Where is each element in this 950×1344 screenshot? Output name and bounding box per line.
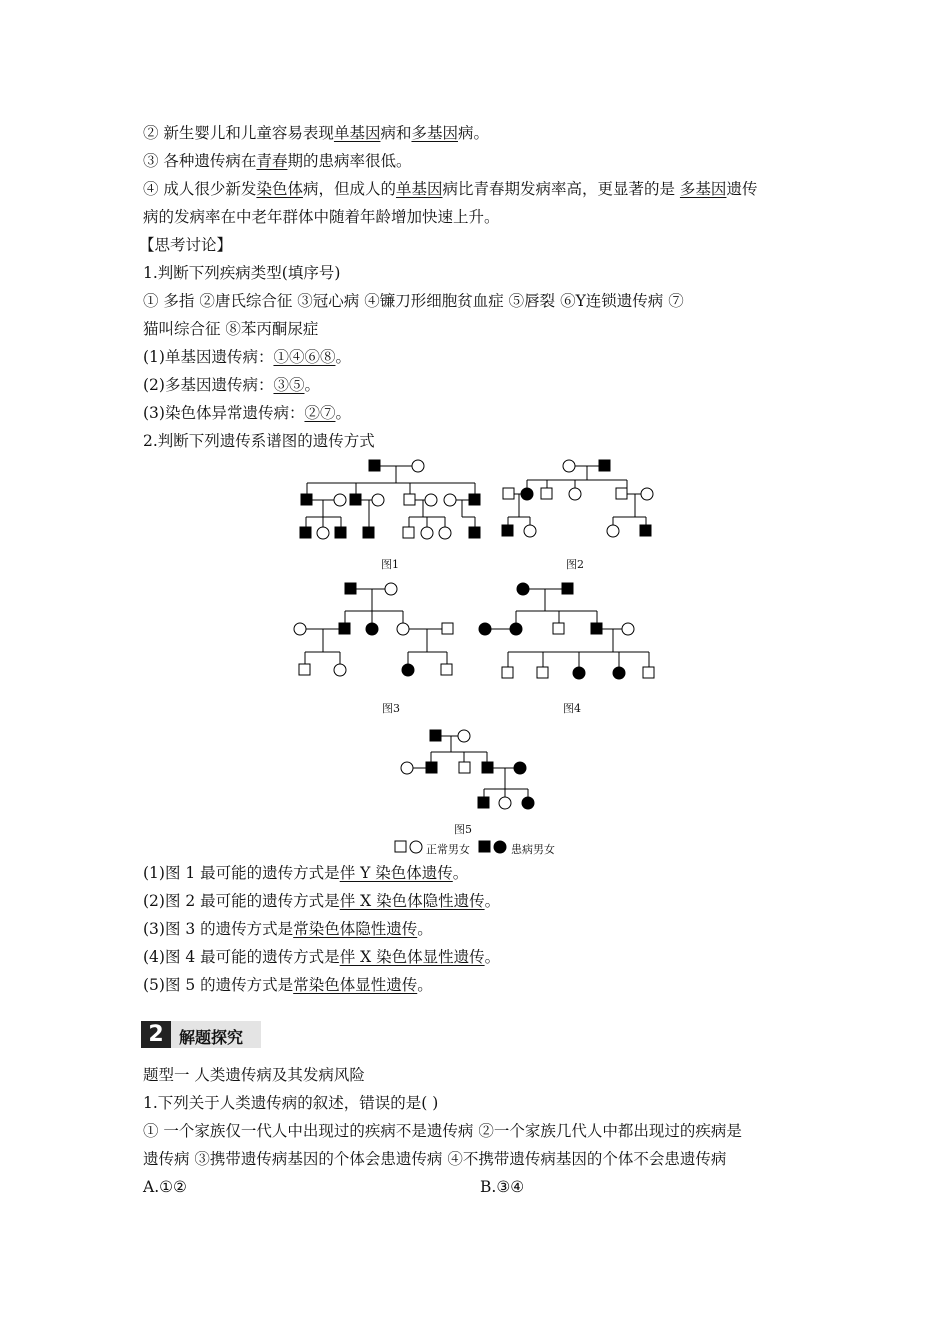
- result-2: (2)图 2 最可能的遗传方式是伴 X 染色体隐性遗传。: [143, 892, 501, 910]
- legend-normal-symbols: [393, 838, 425, 856]
- question-1-options-1: ① 多指 ②唐氏综合征 ③冠心病 ④镰刀形细胞贫血症 ⑤唇裂 ⑥Y连锁遗传病 ⑦: [143, 292, 684, 310]
- figure-2-caption: 图2: [566, 558, 584, 571]
- text-line-5: 病的发病率在中老年群体中随着年龄增加快速上升。: [143, 208, 500, 226]
- figure-4-caption: 图4: [563, 702, 581, 715]
- pedigree-figure-4: [475, 578, 665, 688]
- question-type-heading: 题型一 人类遗传病及其发病风险: [143, 1066, 365, 1084]
- result-5: (5)图 5 的遗传方式是常染色体显性遗传。: [143, 976, 433, 994]
- question-1: 1.判断下列疾病类型(填序号): [143, 264, 341, 282]
- pedigree-figure-2: [495, 455, 660, 555]
- result-3: (3)图 3 的遗传方式是常染色体隐性遗传。: [143, 920, 433, 938]
- figure-5-caption: 图5: [454, 823, 472, 836]
- text-line-3: ③ 各种遗传病在青春期的患病率很低。: [143, 152, 412, 170]
- problem-1-options-1: ① 一个家族仅一代人中出现过的疾病不是遗传病 ②一个家族几代人中都出现过的疾病是: [143, 1122, 742, 1140]
- text-line-4: ④ 成人很少新发染色体病，但成人的单基因病比青春期发病率高，更显著的是 多基因遗传: [143, 180, 758, 198]
- pedigree-figure-3: [290, 578, 465, 688]
- fig1-gen1-female: [412, 460, 424, 472]
- figure-3-caption: 图3: [382, 702, 400, 715]
- section-number: 2: [141, 1021, 171, 1048]
- question-1-options-2: 猫叫综合征 ⑧苯丙酮尿症: [143, 320, 319, 338]
- question-2: 2.判断下列遗传系谱图的遗传方式: [143, 432, 375, 450]
- legend-normal-label: 正常男女: [426, 843, 470, 856]
- choice-a: A.①②: [143, 1178, 187, 1196]
- answer-1: (1)单基因遗传病：①④⑥⑧。: [143, 348, 351, 366]
- figure-1-caption: 图1: [381, 558, 399, 571]
- problem-1-options-2: 遗传病 ③携带遗传病基因的个体会患遗传病 ④不携带遗传病基因的个体不会患遗传病: [143, 1150, 727, 1168]
- problem-1: 1.下列关于人类遗传病的叙述，错误的是( ): [143, 1094, 439, 1112]
- legend-affected-label: 患病男女: [511, 843, 555, 856]
- answer-3: (3)染色体异常遗传病：②⑦。: [143, 404, 351, 422]
- section-header: [141, 1021, 261, 1048]
- result-1: (1)图 1 最可能的遗传方式是伴 Y 染色体遗传。: [143, 864, 469, 882]
- pedigree-figure-5: [395, 725, 540, 815]
- section-title: 解题探究: [179, 1028, 244, 1047]
- fig1-gen1-male: [369, 460, 380, 471]
- legend-affected-symbols: [477, 838, 509, 856]
- pedigree-figure-1: [290, 455, 490, 555]
- result-4: (4)图 4 最可能的遗传方式是伴 X 染色体显性遗传。: [143, 948, 501, 966]
- text-line-2: ② 新生婴儿和儿童容易表现单基因病和多基因病。: [143, 124, 489, 142]
- choice-b: B.③④: [480, 1178, 525, 1196]
- discuss-heading: 【思考讨论】: [139, 236, 233, 254]
- answer-2: (2)多基因遗传病：③⑤。: [143, 376, 320, 394]
